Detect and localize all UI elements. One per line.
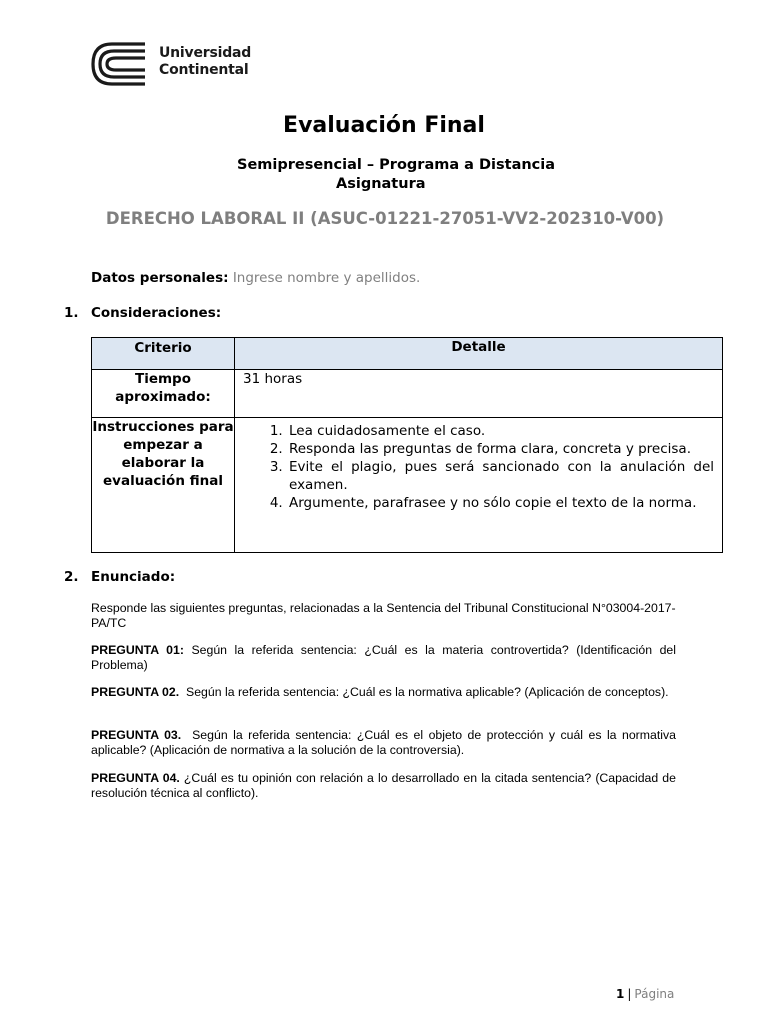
section-1-number: 1. (64, 305, 79, 321)
question-text: Según la referida sentencia: ¿Cuál es la materia controvertida? (Identificación del Problema) (91, 643, 676, 672)
personal-data-line (91, 270, 420, 286)
question-04 (91, 771, 676, 800)
question-text: ¿Cuál es tu opinión con relación a lo desarrollado en la citada sentencia? (Capacidad de resolución técnica al conflicto). (91, 771, 676, 800)
list-item: 4. Argumente, parafrasee y no sólo copie el texto de la norma. (287, 494, 714, 512)
table-header-row (92, 338, 723, 370)
question-03 (91, 728, 676, 757)
logo-line-1: Universidad (159, 45, 252, 61)
subject-label: Asignatura (336, 176, 426, 192)
question-text: Según la referida sentencia: ¿Cuál es la normativa aplicable? (Aplicación de conceptos). (186, 685, 669, 699)
question-01 (91, 643, 676, 672)
list-item: 3. Evite el plagio, pues será sancionado con la anulación del examen. (287, 458, 714, 494)
page-label: Página (634, 987, 675, 1001)
logo-line-2: Continental (159, 62, 249, 78)
question-label: PREGUNTA 04. (91, 771, 180, 785)
section-2-number: 2. (64, 569, 79, 585)
instructions-list (235, 422, 714, 512)
list-item: 2. Responda las preguntas de forma clara, concreta y precisa. (287, 440, 714, 458)
criterio-cell: Instrucciones para empezar a elaborar la evaluación final (92, 418, 235, 553)
column-header-criterio: Criterio (92, 338, 235, 370)
page-separator: | (627, 987, 632, 1001)
column-header-detalle: Detalle (235, 338, 723, 370)
intro-paragraph: Responde las siguientes preguntas, relacionadas a la Sentencia del Tribunal Constitucional N°03004-2017-PA/TC (91, 601, 676, 630)
section-2-heading (64, 569, 175, 585)
page-footer (616, 987, 674, 1001)
criterio-cell: Tiempo aproximado: (92, 370, 235, 418)
list-item: 1. Lea cuidadosamente el caso. (287, 422, 714, 440)
question-label: PREGUNTA 02. (91, 685, 180, 699)
logo-text (159, 45, 251, 79)
table-row-time (92, 370, 723, 418)
document-title: Evaluación Final (283, 113, 485, 138)
question-02 (91, 685, 676, 700)
detalle-cell (235, 418, 723, 553)
question-label: PREGUNTA 03. (91, 728, 182, 742)
page-number: 1 (616, 987, 625, 1001)
table-row-instructions (92, 418, 723, 553)
section-2-title: Enunciado: (91, 569, 176, 585)
section-1-heading (64, 305, 221, 321)
modality-subtitle: Semipresencial – Programa a Distancia (237, 157, 556, 173)
question-text: Según la referida sentencia: ¿Cuál es el objeto de protección y cuál es la normativa aplicable? (Aplicación de normativa a la solución de la controversia). (91, 728, 676, 757)
criteria-table (91, 337, 723, 553)
question-label: PREGUNTA 01: (91, 643, 184, 657)
course-name: DERECHO LABORAL II (ASUC-01221-27051-VV2-202310-V00) (105, 209, 665, 228)
detalle-cell: 31 horas (235, 370, 723, 418)
personal-data-field[interactable]: Ingrese nombre y apellidos. (232, 270, 421, 286)
personal-data-label: Datos personales: (91, 270, 229, 286)
section-1-title: Consideraciones: (91, 305, 222, 321)
